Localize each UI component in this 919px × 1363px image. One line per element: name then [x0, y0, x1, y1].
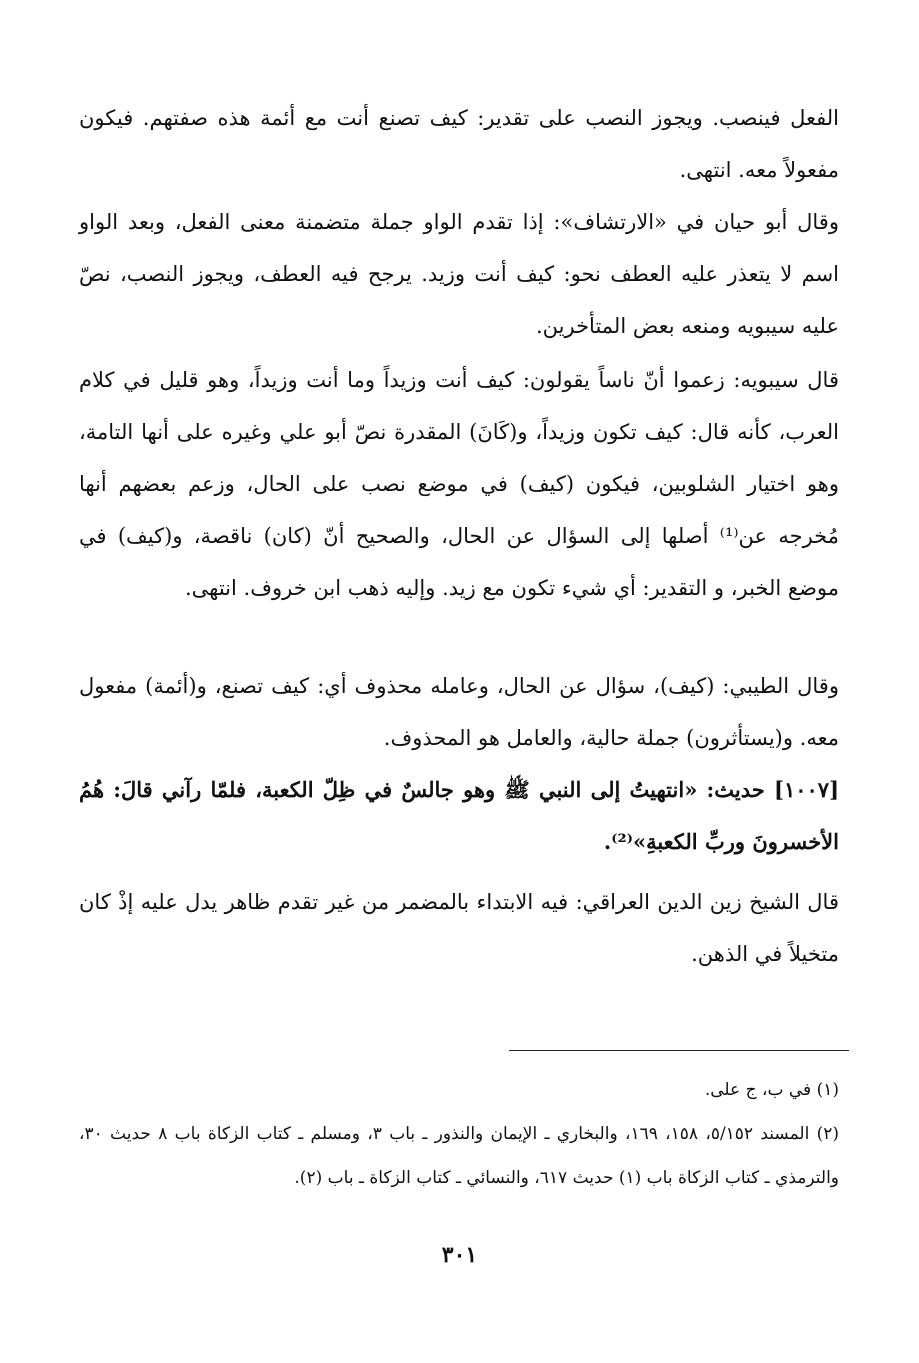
- paragraph-1: الفعل فينصب. ويجوز النصب على تقدير: كيف تصنع أنت مع أئمة هذه صفتهم. فيكون مفعولاً معه. انتهى.: [79, 106, 839, 182]
- paragraph-3: قال سيبويه: زعموا أنّ ناساً يقولون: كيف أنت وزيداً وما أنت وزيداً، وهو قليل في كلام العرب، كأنه قال: كيف تكون وزيداً، و(كَانَ) المقدرة نصّ أبو علي وغيره على أنها التامة، وهو اختيار الشلوبين، فيكون (كيف) في موضع نصب على الحال، وزعم بعضهم أنها مُخرجه عن⁽¹⁾ أصلها إلى السؤال عن الحال، والصحيح أنّ (كان) ناقصة، و(كيف) في موضع الخبر، و التقدير: أي شيء تكون مع زيد. وإليه ذهب ابن خروف. انتهى.: [79, 368, 839, 600]
- paragraph-4: وقال الطيبي: (كيف)، سؤال عن الحال، وعامله محذوف أي: كيف تصنع، و(أئمة) مفعول معه. و(يستأثرون) جملة حالية، والعامل هو المحذوف.: [79, 674, 839, 750]
- paragraph-2: وقال أبو حيان في «الارتشاف»: إذا تقدم الواو جملة متضمنة معنى الفعل، وبعد الواو اسم لا يتعذر عليه العطف نحو: كيف أنت وزيد. يرجح فيه العطف، ويجوز النصب، نصّ عليه سيبويه ومنعه بعض المتأخرين.: [79, 210, 839, 338]
- hadith-number: [١٠٠٧]: [774, 777, 839, 802]
- footnote-divider: [509, 1050, 849, 1051]
- footnotes-list: [79, 1068, 839, 1200]
- footnote-1: (١) في ب، ج على.: [704, 1080, 839, 1100]
- footnote-2: (٢) المسند ٥/١٥٢، ١٥٨، ١٦٩، والبخاري ـ الإيمان والنذور ـ باب ٣، ومسلم ـ كتاب الزكاة باب ٨ حديث ٣٠، والترمذي ـ كتاب الزكاة باب (١) حديث ٦١٧، والنسائي ـ كتاب الزكاة ـ باب (٢).: [79, 1124, 840, 1188]
- hadith-paragraph: [79, 764, 839, 868]
- page-number: ٣٠١: [441, 1242, 478, 1268]
- hadith-label: حديث:: [706, 777, 765, 802]
- paragraph-6: قال الشيخ زين الدين العراقي: فيه الابتداء بالمضمر من غير تقدم ظاهر يدل عليه إذْ كان متخيلاً في الذهن.: [79, 890, 839, 966]
- hadith-text: «انتهيتُ إلى النبي ﷺ وهو جالسٌ في ظِلّ الكعبة، فلمّا رآني قالَ: هُمُ الأخسرونَ وربِّ الكعبةِ»⁽²⁾.: [79, 777, 839, 854]
